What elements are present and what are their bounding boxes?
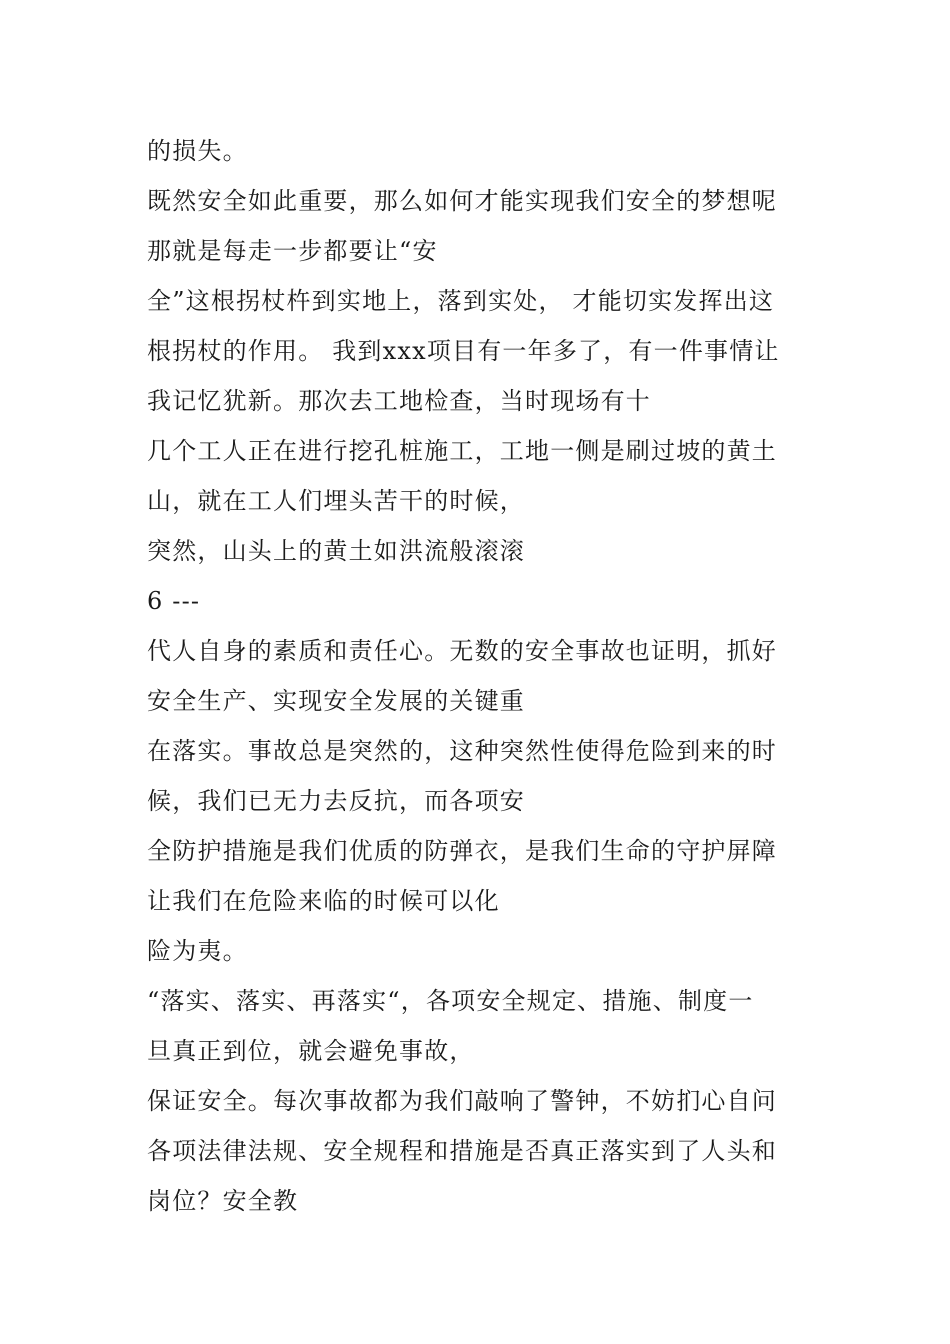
page-number-marker: 6 --- bbox=[147, 587, 201, 615]
text-line: 旦真正到位，就会避免事故， bbox=[147, 1037, 475, 1065]
text-line: 候，我们已无力去反抗，而各项安 bbox=[147, 787, 525, 815]
text-line: 既然安全如此重要，那么如何才能实现我们安全的梦想呢 bbox=[147, 187, 777, 215]
text-line: 根拐杖的作用。 我到xxx项目有一年多了，有一件事情让 bbox=[147, 337, 780, 365]
text-line: 在落实。事故总是突然的，这种突然性使得危险到来的时 bbox=[147, 737, 777, 765]
text-line: 岗位？安全教 bbox=[147, 1187, 299, 1215]
text-line: 险为夷。 bbox=[147, 937, 248, 965]
text-line: 让我们在危险来临的时候可以化 bbox=[147, 887, 500, 915]
text-line: 我记忆犹新。那次去工地检查，当时现场有十 bbox=[147, 387, 651, 415]
text-line: 的损失。 bbox=[147, 137, 248, 165]
text-line: 山，就在工人们埋头苦干的时候， bbox=[147, 487, 525, 515]
text-line: “落实、落实、再落实“，各项安全规定、措施、制度一 bbox=[147, 987, 754, 1015]
text-line: 全”这根拐杖杵到实地上，落到实处， 才能切实发挥出这 bbox=[147, 287, 775, 315]
body-text bbox=[147, 126, 817, 1226]
text-line: 保证安全。每次事故都为我们敲响了警钟，不妨扪心自问 bbox=[147, 1087, 777, 1115]
text-line: 那就是每走一步都要让“安 bbox=[147, 237, 438, 265]
text-line: 各项法律法规、安全规程和措施是否真正落实到了人头和 bbox=[147, 1137, 777, 1165]
text-line: 安全生产、实现安全发展的关键重 bbox=[147, 687, 525, 715]
text-line: 几个工人正在进行挖孔桩施工，工地一侧是刷过坡的黄土 bbox=[147, 437, 777, 465]
text-line: 突然，山头上的黄土如洪流般滚滚 bbox=[147, 537, 525, 565]
text-line: 代人自身的素质和责任心。无数的安全事故也证明，抓好 bbox=[147, 637, 777, 665]
text-line: 全防护措施是我们优质的防弹衣，是我们生命的守护屏障 bbox=[147, 837, 777, 865]
